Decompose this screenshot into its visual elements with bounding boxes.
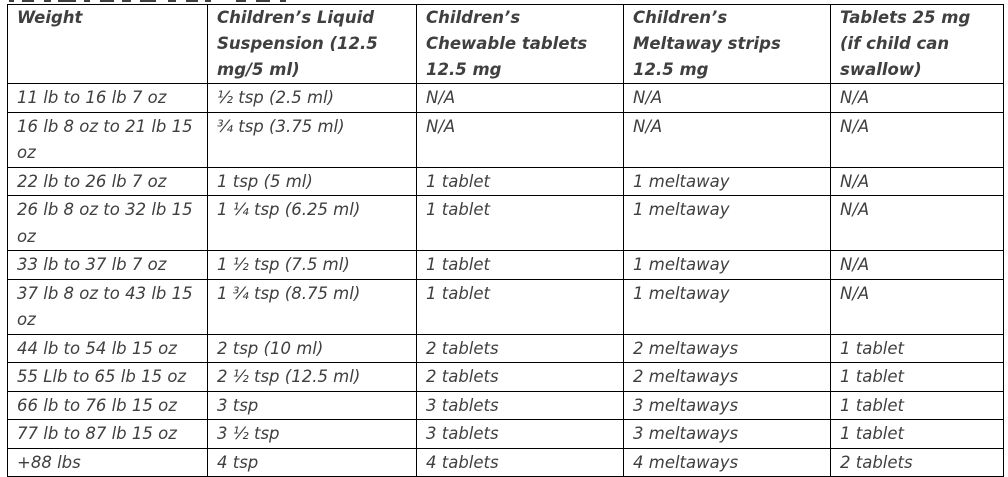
cell-liquid: 3 tsp	[208, 391, 417, 420]
table-row	[8, 448, 1004, 477]
cell-meltaway: 4 meltaways	[624, 448, 831, 477]
header-chewable-tablets: Children’s Chewable tablets 12.5 mg	[417, 5, 624, 84]
cell-meltaway: 3 meltaways	[624, 391, 831, 420]
cell-weight: 26 lb 8 oz to 32 lb 15 oz	[8, 196, 208, 251]
cell-chewable: 2 tablets	[417, 363, 624, 392]
cell-tablets: 1 tablet	[831, 363, 1004, 392]
cell-chewable: 1 tablet	[417, 279, 624, 334]
cell-meltaway: N/A	[624, 112, 831, 167]
cell-tablets: 1 tablet	[831, 391, 1004, 420]
cell-tablets: 2 tablets	[831, 448, 1004, 477]
table-row	[8, 334, 1004, 363]
cell-tablets: 1 tablet	[831, 334, 1004, 363]
cell-chewable: N/A	[417, 84, 624, 113]
cell-liquid: 4 tsp	[208, 448, 417, 477]
cell-meltaway: 1 meltaway	[624, 279, 831, 334]
cell-chewable: 3 tablets	[417, 420, 624, 449]
cell-weight: 33 lb to 37 lb 7 oz	[8, 251, 208, 280]
table-row	[8, 112, 1004, 167]
cell-chewable: 1 tablet	[417, 167, 624, 196]
cell-weight: 44 lb to 54 lb 15 oz	[8, 334, 208, 363]
cell-meltaway: N/A	[624, 84, 831, 113]
cell-liquid: ¾ tsp (3.75 ml)	[208, 112, 417, 167]
cell-chewable: N/A	[417, 112, 624, 167]
header-meltaway-strips: Children’s Meltaway strips 12.5 mg	[624, 5, 831, 84]
cell-weight: 55 Llb to 65 lb 15 oz	[8, 363, 208, 392]
cell-meltaway: 1 meltaway	[624, 196, 831, 251]
table-row	[8, 251, 1004, 280]
cell-tablets: N/A	[831, 167, 1004, 196]
cell-chewable: 1 tablet	[417, 196, 624, 251]
cell-chewable: 3 tablets	[417, 391, 624, 420]
cell-liquid: 1 tsp (5 ml)	[208, 167, 417, 196]
table-row	[8, 167, 1004, 196]
cell-weight: 16 lb 8 oz to 21 lb 15 oz	[8, 112, 208, 167]
cell-meltaway: 2 meltaways	[624, 334, 831, 363]
cell-chewable: 1 tablet	[417, 251, 624, 280]
cell-liquid: 1 ½ tsp (7.5 ml)	[208, 251, 417, 280]
header-liquid-suspension: Children’s Liquid Suspension (12.5 mg/5 ml)	[208, 5, 417, 84]
table-header-row	[8, 5, 1004, 84]
cell-tablets: N/A	[831, 196, 1004, 251]
cell-meltaway: 1 meltaway	[624, 251, 831, 280]
cell-tablets: N/A	[831, 112, 1004, 167]
header-weight: Weight	[8, 5, 208, 84]
cell-weight: 77 lb to 87 lb 15 oz	[8, 420, 208, 449]
table-row	[8, 363, 1004, 392]
cell-tablets: 1 tablet	[831, 420, 1004, 449]
cell-weight: 66 lb to 76 lb 15 oz	[8, 391, 208, 420]
table-row	[8, 84, 1004, 113]
cell-liquid: 1 ¾ tsp (8.75 ml)	[208, 279, 417, 334]
cell-liquid: 1 ¼ tsp (6.25 ml)	[208, 196, 417, 251]
table-row	[8, 279, 1004, 334]
cell-liquid: 3 ½ tsp	[208, 420, 417, 449]
table-row	[8, 196, 1004, 251]
cell-chewable: 4 tablets	[417, 448, 624, 477]
cell-liquid: 2 tsp (10 ml)	[208, 334, 417, 363]
cell-weight: 11 lb to 16 lb 7 oz	[8, 84, 208, 113]
cell-tablets: N/A	[831, 251, 1004, 280]
cell-tablets: N/A	[831, 84, 1004, 113]
table-row	[8, 391, 1004, 420]
cell-meltaway: 1 meltaway	[624, 167, 831, 196]
cell-tablets: N/A	[831, 279, 1004, 334]
header-tablets-25mg: Tablets 25 mg (if child can swallow)	[831, 5, 1004, 84]
cell-weight: 22 lb to 26 lb 7 oz	[8, 167, 208, 196]
cell-liquid: 2 ½ tsp (12.5 ml)	[208, 363, 417, 392]
dosage-table	[7, 4, 1004, 477]
cell-weight: +88 lbs	[8, 448, 208, 477]
table-row	[8, 420, 1004, 449]
cell-meltaway: 2 meltaways	[624, 363, 831, 392]
cell-liquid: ½ tsp (2.5 ml)	[208, 84, 417, 113]
cell-weight: 37 lb 8 oz to 43 lb 15 oz	[8, 279, 208, 334]
cell-meltaway: 3 meltaways	[624, 420, 831, 449]
cell-chewable: 2 tablets	[417, 334, 624, 363]
